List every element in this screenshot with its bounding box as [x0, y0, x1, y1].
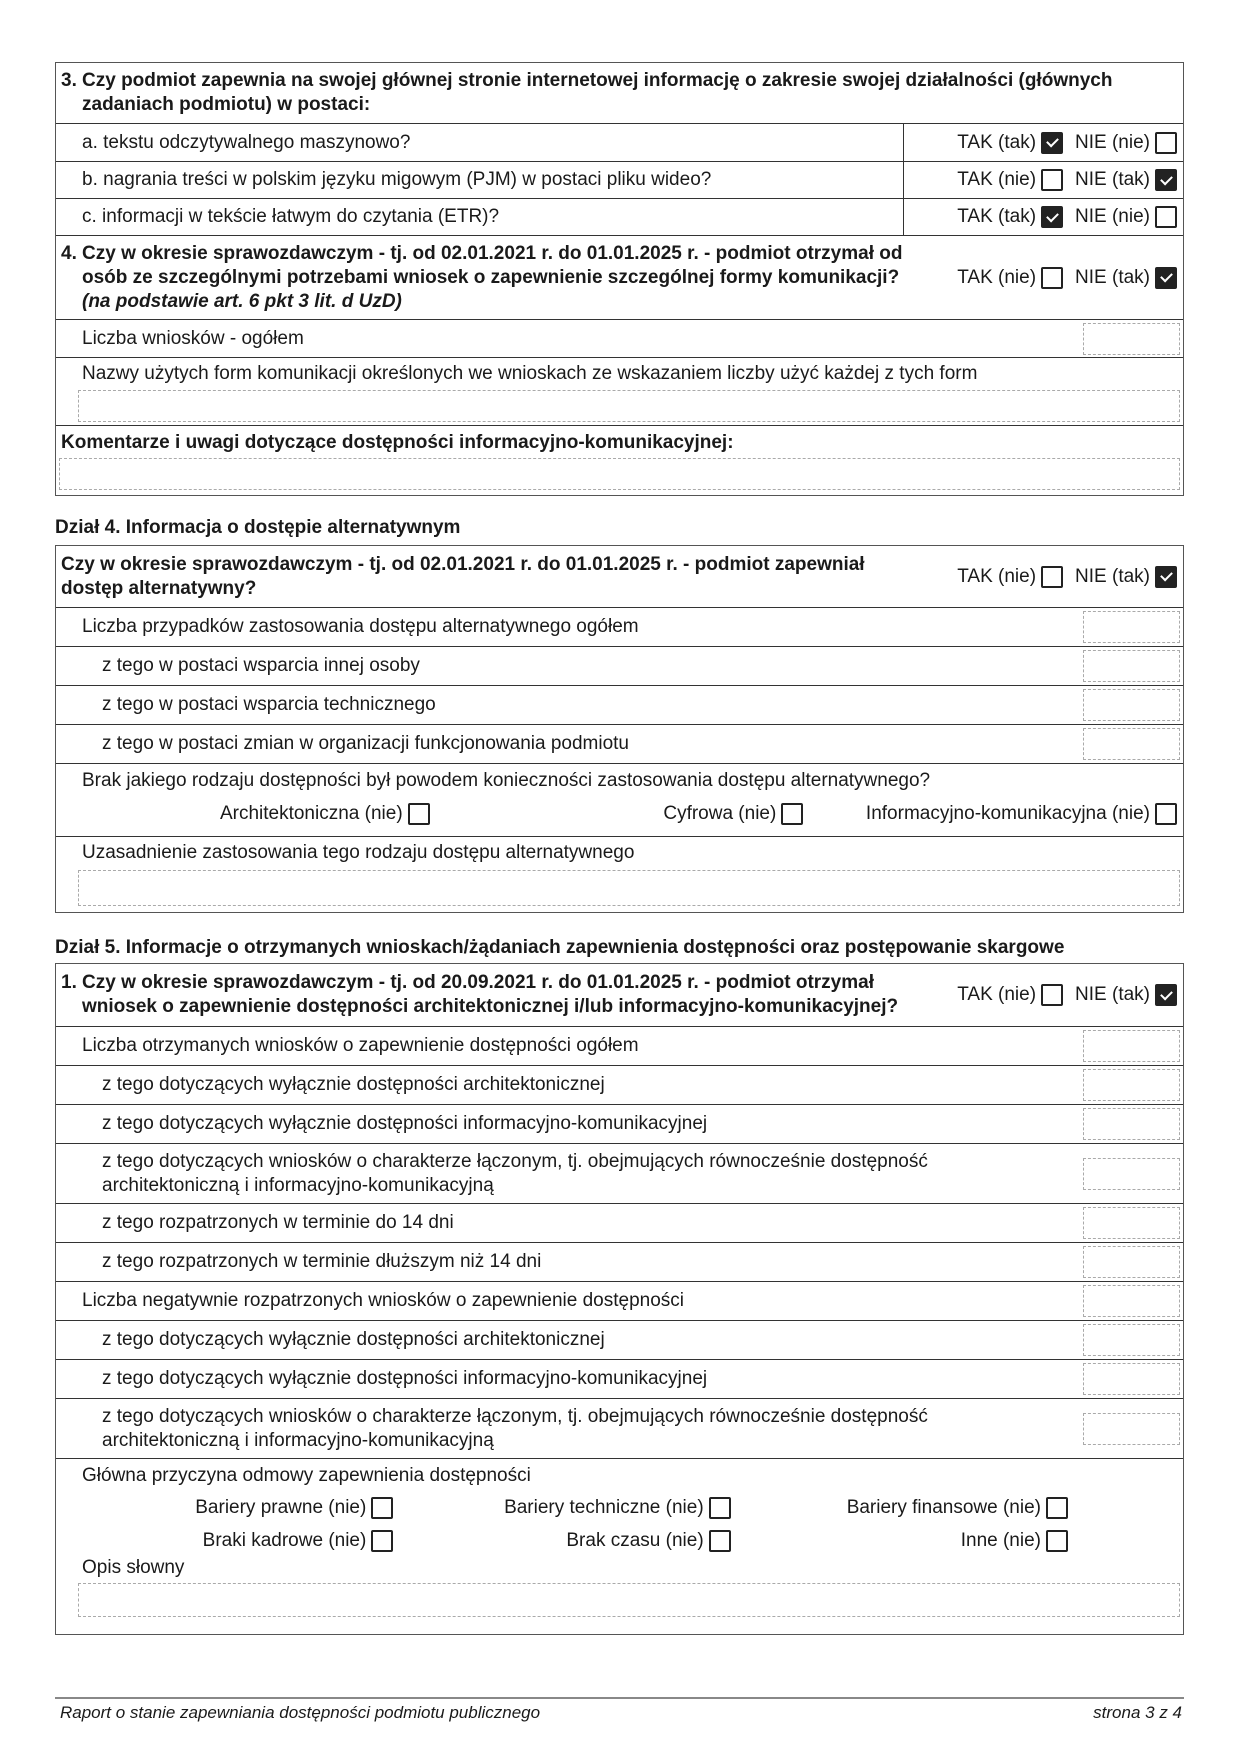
q3-item-a-label: a. tekstu odczytywalnego maszynowo?: [82, 131, 411, 153]
q4-forms-label: Nazwy użytych form komunikacji określonych we wnioskach ze wskazaniem liczby użyć każdej z tych form: [82, 363, 978, 384]
s4-justification-row: [56, 836, 1183, 912]
lack-architectural-option[interactable]: Architektoniczna (nie): [56, 803, 430, 825]
s4-row-label: z tego w postaci wsparcia innej osoby: [102, 655, 420, 676]
s5-refusal-row: [56, 1458, 1183, 1634]
checkbox-checked-icon[interactable]: [1041, 206, 1063, 228]
s5-row-label: Liczba negatywnie rozpatrzonych wniosków o zapewnienie dostępności: [82, 1290, 685, 1311]
q3-question: Czy podmiot zapewnia na swojej głównej stronie internetowej informację o zakresie swojej działalności (głównych zadaniach podmiotu) w postaci:: [82, 70, 1113, 115]
s5-row-input[interactable]: [1083, 1363, 1180, 1395]
s4-row: [56, 607, 1183, 646]
s5-row-label: Liczba otrzymanych wniosków o zapewnienie dostępności ogółem: [82, 1035, 639, 1056]
s5-q1-question: Czy w okresie sprawozdawczym - tj. od 20.09.2021 r. do 01.01.2025 r. - podmiot otrzymał wniosek o zapewnienie dostępności architektonicznej i/lub informacyjno-komunikacyjnej?: [82, 972, 899, 1017]
q3-header-row: [56, 63, 1183, 123]
checkbox-checked-icon[interactable]: [1155, 267, 1177, 289]
q4-question: Czy w okresie sprawozdawczym - tj. od 02.01.2021 r. do 01.01.2025 r. - podmiot otrzymał od osób ze szczególnymi potrzebami wniosek o zapewnienie szczególnej formy komunikacji?: [82, 242, 903, 288]
section4-box: [55, 545, 1184, 913]
s4-row-label: z tego w postaci zmian w organizacji funkcjonowania podmiotu: [102, 733, 629, 754]
refusal-staff-option[interactable]: Braki kadrowe (nie): [56, 1530, 393, 1552]
s5-row-input[interactable]: [1083, 1030, 1180, 1062]
comments-label: Komentarze i uwagi dotyczące dostępności informacyjno-komunikacyjnej:: [61, 432, 734, 453]
s5-row: [56, 1065, 1183, 1104]
q4-tak-option[interactable]: TAK (nie): [957, 267, 1063, 289]
s5-row-label: z tego dotyczących wniosków o charakterze łączonym, tj. obejmujących równocześnie dostępność architektoniczną i informacyjno-komunikacyjną: [102, 1405, 928, 1451]
checkbox-empty-icon[interactable]: [1046, 1530, 1068, 1552]
page-number: strona 3 z 4: [1093, 1703, 1182, 1722]
section3-box: [55, 62, 1184, 496]
checkbox-empty-icon[interactable]: [1155, 132, 1177, 154]
s4-row-label: Liczba przypadków zastosowania dostępu alternatywnego ogółem: [82, 616, 639, 637]
s4-tak-option[interactable]: TAK (nie): [957, 566, 1063, 588]
s5-description-label: Opis słowny: [82, 1557, 185, 1578]
refusal-technical-option[interactable]: Bariery techniczne (nie): [393, 1497, 730, 1519]
s5-row-input[interactable]: [1083, 1285, 1180, 1317]
section5-title: Dział 5. Informacje o otrzymanych wnioskach/żądaniach zapewnienia dostępności oraz postępowanie skargowe: [55, 937, 1065, 958]
s4-question-row: [56, 546, 1183, 607]
s5-q1-nie-option[interactable]: NIE (tak): [1075, 984, 1177, 1006]
s5-row-label: z tego dotyczących wyłącznie dostępności architektonicznej: [102, 1074, 605, 1095]
s5-row: [56, 1242, 1183, 1281]
s5-row: [56, 1359, 1183, 1398]
q3-item-b-label: b. nagrania treści w polskim języku migowym (PJM) w postaci pliku wideo?: [82, 169, 712, 190]
q4-forms-input[interactable]: [78, 390, 1180, 422]
checkbox-empty-icon[interactable]: [371, 1497, 393, 1519]
s5-row-label: z tego rozpatrzonych w terminie do 14 dni: [102, 1212, 454, 1233]
s4-row-input[interactable]: [1083, 728, 1180, 760]
s4-lack-row: [56, 763, 1183, 836]
s4-row-input[interactable]: [1083, 689, 1180, 721]
comments-row: [56, 425, 1183, 495]
checkbox-empty-icon[interactable]: [371, 1530, 393, 1552]
q3a-nie-option[interactable]: NIE (nie): [1075, 132, 1177, 154]
s5-row-label: z tego dotyczących wniosków o charakterze łączonym, tj. obejmujących równocześnie dostępność architektoniczną i informacyjno-komunikacyjną: [102, 1150, 928, 1196]
q3a-tak-option[interactable]: TAK (tak): [957, 132, 1063, 154]
footer-divider: [55, 1697, 1184, 1699]
q4-count-row: [56, 319, 1183, 357]
checkbox-checked-icon[interactable]: [1041, 132, 1063, 154]
q3-number: 3.: [61, 70, 77, 91]
s4-row-input[interactable]: [1083, 650, 1180, 682]
q3b-tak-option[interactable]: TAK (nie): [957, 169, 1063, 191]
checkbox-checked-icon[interactable]: [1155, 984, 1177, 1006]
s5-row-input[interactable]: [1083, 1158, 1180, 1190]
s5-row: [56, 1203, 1183, 1242]
checkbox-empty-icon[interactable]: [408, 803, 430, 825]
s5-row-label: z tego dotyczących wyłącznie dostępności informacyjno-komunikacyjnej: [102, 1113, 708, 1134]
q4-legal-note: (na podstawie art. 6 pkt 3 lit. d UzD): [82, 290, 402, 312]
s5-description-input[interactable]: [78, 1583, 1180, 1617]
checkbox-empty-icon[interactable]: [709, 1530, 731, 1552]
s5-q1-tak-option[interactable]: TAK (nie): [957, 984, 1063, 1006]
checkbox-checked-icon[interactable]: [1155, 566, 1177, 588]
column-divider: [903, 199, 904, 235]
lack-infocomm-option[interactable]: Informacyjno-komunikacyjna (nie): [803, 803, 1177, 825]
checkbox-empty-icon[interactable]: [1155, 206, 1177, 228]
q3-item-c-label: c. informacji w tekście łatwym do czytania (ETR)?: [82, 206, 500, 227]
q3c-nie-option[interactable]: NIE (nie): [1075, 206, 1177, 228]
q3-item-b-row: [56, 161, 1183, 198]
s5-row-input[interactable]: [1083, 1108, 1180, 1140]
checkbox-empty-icon[interactable]: [1041, 984, 1063, 1006]
s4-row: [56, 724, 1183, 763]
checkbox-empty-icon[interactable]: [1155, 803, 1177, 825]
s5-row: [56, 1143, 1183, 1203]
checkbox-empty-icon[interactable]: [709, 1497, 731, 1519]
s5-row-label: z tego dotyczących wyłącznie dostępności architektonicznej: [102, 1329, 605, 1350]
column-divider: [903, 162, 904, 198]
s4-row: [56, 646, 1183, 685]
refusal-legal-option[interactable]: Bariery prawne (nie): [56, 1497, 393, 1519]
q4-header-row: [56, 235, 1183, 319]
section4-title: Dział 4. Informacja o dostępie alternatywnym: [55, 517, 461, 538]
refusal-time-option[interactable]: Brak czasu (nie): [393, 1530, 730, 1552]
checkbox-empty-icon[interactable]: [1041, 566, 1063, 588]
checkbox-empty-icon[interactable]: [781, 803, 803, 825]
s5-row: [56, 1281, 1183, 1320]
s5-row-input[interactable]: [1083, 1207, 1180, 1239]
q4-forms-row: [56, 357, 1183, 425]
q3b-nie-option[interactable]: NIE (tak): [1075, 169, 1177, 191]
s4-nie-option[interactable]: NIE (tak): [1075, 566, 1177, 588]
s4-lack-question: Brak jakiego rodzaju dostępności był powodem konieczności zastosowania dostępu alternatywnego?: [82, 770, 931, 791]
s4-row-input[interactable]: [1083, 611, 1180, 643]
s5-refusal-label: Główna przyczyna odmowy zapewnienia dostępności: [82, 1465, 531, 1486]
footer-title: Raport o stanie zapewniania dostępności podmiotu publicznego: [60, 1703, 541, 1722]
s5-row: [56, 1320, 1183, 1359]
checkbox-empty-icon[interactable]: [1041, 267, 1063, 289]
section5-box: [55, 963, 1184, 1635]
s5-row-label: z tego rozpatrzonych w terminie dłuższym niż 14 dni: [102, 1251, 542, 1272]
refusal-financial-option[interactable]: Bariery finansowe (nie): [731, 1497, 1068, 1519]
comments-input[interactable]: [59, 458, 1180, 490]
q4-nie-option[interactable]: NIE (tak): [1075, 267, 1177, 289]
column-divider: [903, 124, 904, 161]
refusal-other-option[interactable]: Inne (nie): [731, 1530, 1068, 1552]
s5-row-input[interactable]: [1083, 1069, 1180, 1101]
s5-row-input[interactable]: [1083, 1246, 1180, 1278]
q4-count-label: Liczba wniosków - ogółem: [82, 327, 304, 349]
s4-row: [56, 685, 1183, 724]
q4-number: 4.: [61, 242, 77, 264]
s5-row: [56, 1398, 1183, 1458]
checkbox-empty-icon[interactable]: [1046, 1497, 1068, 1519]
s5-row: [56, 1104, 1183, 1143]
checkbox-checked-icon[interactable]: [1155, 169, 1177, 191]
q4-count-input[interactable]: [1083, 323, 1180, 355]
q3c-tak-option[interactable]: TAK (tak): [957, 206, 1063, 228]
s5-q1-row: [56, 964, 1183, 1026]
s5-row-input[interactable]: [1083, 1324, 1180, 1356]
s5-q1-number: 1.: [61, 972, 77, 993]
s5-row-label: z tego dotyczących wyłącznie dostępności informacyjno-komunikacyjnej: [102, 1368, 708, 1389]
s4-question: Czy w okresie sprawozdawczym - tj. od 02.01.2021 r. do 01.01.2025 r. - podmiot zapewniał dostęp alternatywny?: [61, 553, 865, 599]
s5-row: [56, 1026, 1183, 1065]
s4-justification-input[interactable]: [78, 870, 1180, 906]
lack-digital-option[interactable]: Cyfrowa (nie): [430, 803, 804, 825]
s4-row-label: z tego w postaci wsparcia technicznego: [102, 694, 436, 715]
s5-row-input[interactable]: [1083, 1413, 1180, 1445]
q3-item-c-row: [56, 198, 1183, 235]
q3-item-a-row: [56, 123, 1183, 161]
s4-justification-label: Uzasadnienie zastosowania tego rodzaju dostępu alternatywnego: [82, 842, 635, 863]
checkbox-empty-icon[interactable]: [1041, 169, 1063, 191]
